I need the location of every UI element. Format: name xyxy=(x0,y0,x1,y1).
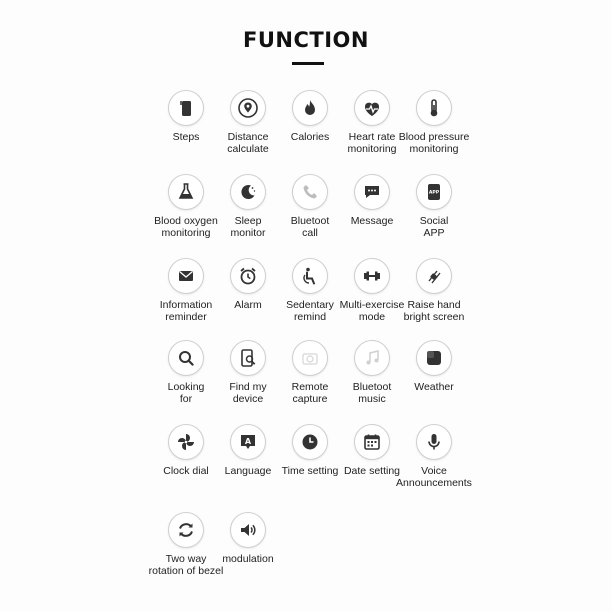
envelope-icon xyxy=(168,258,204,294)
feature-label: Weather xyxy=(414,381,454,393)
feature-label: Time setting xyxy=(281,465,339,477)
feature-label: Remote capture xyxy=(291,381,329,405)
feature-label: Steps xyxy=(172,131,200,143)
steps-icon xyxy=(168,90,204,126)
feature-label: Voice Announcements xyxy=(396,465,472,489)
music-icon xyxy=(354,340,390,376)
feature-label: Language xyxy=(224,465,272,477)
dumbbell-icon xyxy=(354,258,390,294)
clock-icon xyxy=(292,424,328,460)
feature-label: Multi-exercise mode xyxy=(339,299,405,323)
feature-item xyxy=(390,340,478,393)
page-title: FUNCTION xyxy=(243,28,369,52)
feature-label: Find my device xyxy=(229,381,267,405)
feature-label: Distance calculate xyxy=(227,131,269,155)
microphone-icon xyxy=(416,424,452,460)
feature-item xyxy=(390,90,478,155)
feature-label: Bluetoot call xyxy=(290,215,330,239)
svg-text:A: A xyxy=(244,437,252,446)
flask-icon xyxy=(168,174,204,210)
feature-label: modulation xyxy=(222,553,274,565)
pinwheel-icon xyxy=(168,424,204,460)
camera-icon xyxy=(292,340,328,376)
feature-item xyxy=(204,512,292,565)
feature-item xyxy=(390,258,478,323)
feature-label: Heart rate monitoring xyxy=(347,131,397,155)
phone-icon xyxy=(292,174,328,210)
search-icon xyxy=(168,340,204,376)
feature-label: Blood oxygen monitoring xyxy=(154,215,218,239)
find-device-icon xyxy=(230,340,266,376)
feature-label: Two way rotation of bezel xyxy=(148,553,224,577)
feature-label: Message xyxy=(350,215,394,227)
alarm-clock-icon xyxy=(230,258,266,294)
speaker-icon xyxy=(230,512,266,548)
flame-icon xyxy=(292,90,328,126)
feature-label: Information reminder xyxy=(159,299,213,323)
feature-item xyxy=(390,174,478,239)
location-icon xyxy=(230,90,266,126)
feature-label: Sleep monitor xyxy=(230,215,266,239)
sitting-person-icon xyxy=(292,258,328,294)
feature-label: Clock dial xyxy=(163,465,209,477)
app-icon xyxy=(416,174,452,210)
language-icon xyxy=(230,424,266,460)
feature-item xyxy=(390,424,478,489)
raise-wrist-icon xyxy=(416,258,452,294)
calendar-icon xyxy=(354,424,390,460)
title-underline xyxy=(292,62,324,65)
feature-label: Bluetoot music xyxy=(352,381,392,405)
svg-text:APP: APP xyxy=(428,190,440,196)
feature-label: Date setting xyxy=(343,465,401,477)
moon-icon xyxy=(230,174,266,210)
rotate-icon xyxy=(168,512,204,548)
feature-label: Social APP xyxy=(419,215,449,239)
feature-label: Calories xyxy=(290,131,330,143)
feature-label: Raise hand bright screen xyxy=(403,299,465,323)
feature-label: Sedentary remind xyxy=(286,299,334,323)
message-icon xyxy=(354,174,390,210)
feature-label: Looking for xyxy=(167,381,205,405)
feature-label: Blood pressure monitoring xyxy=(398,131,470,155)
heart-rate-icon xyxy=(354,90,390,126)
feature-label: Alarm xyxy=(234,299,262,311)
weather-icon xyxy=(416,340,452,376)
thermometer-icon xyxy=(416,90,452,126)
